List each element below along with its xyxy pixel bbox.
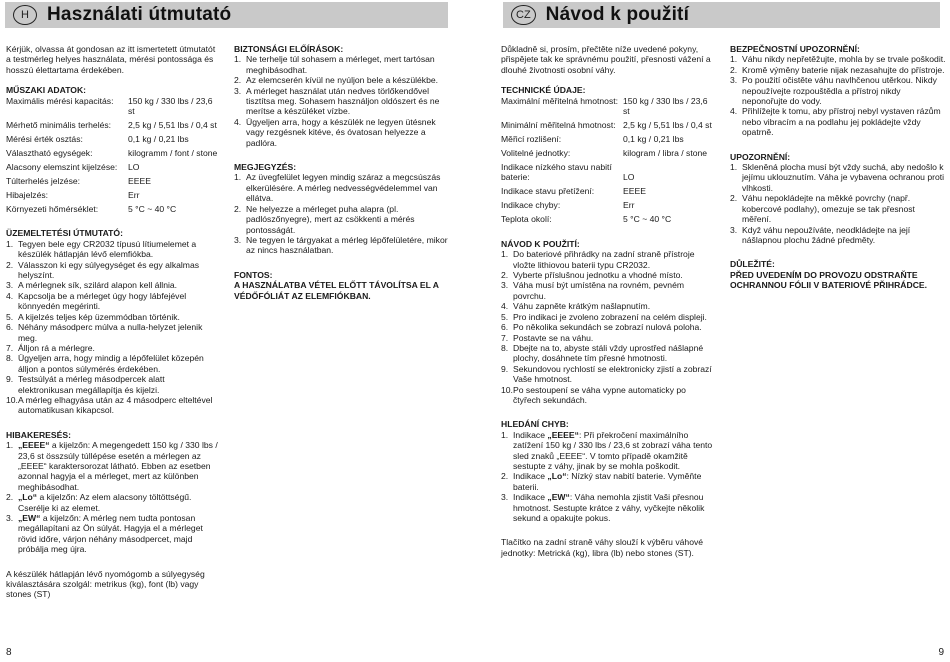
error-description: : Nízký stav nabití baterie. Vyměňte baterii.	[513, 471, 702, 492]
item-number: 9.	[6, 374, 14, 385]
spec-value: 5 °C ~ 40 °C	[623, 214, 672, 225]
list-item	[730, 75, 946, 106]
list-item	[234, 54, 448, 75]
closing-text: Tlačítko na zadní straně váhy slouží k výběru váhové jednotky: Metrická (kg), libra (lb) nebo stones (ST).	[501, 537, 704, 558]
item-text: Váhu zapněte krátkým našlapnutím.	[513, 301, 651, 312]
list-item	[501, 430, 714, 472]
list-item	[6, 513, 219, 555]
spec-value: 150 kg / 330 lbs / 23,6 st	[623, 95, 708, 117]
item-number: 4.	[501, 301, 509, 312]
spec-row	[6, 148, 219, 158]
spec-value: 150 kg / 330 lbs / 23,6 st	[128, 95, 213, 117]
spec-key: Minimální měřitelná hmotnost:	[501, 120, 616, 131]
notes-heading: MEGJEGYZÉS:	[234, 162, 297, 173]
item-text: Ügyeljen arra, hogy a készülék ne legyen ütésnek vagy rezgésnek kitéve, és óvatosan helyezze a padlóra.	[246, 116, 436, 148]
item-text: Az elemcserén kívül ne nyúljon bele a készülékbe.	[246, 75, 439, 86]
item-text: A kijelzés teljes kép üzemmódban történik.	[18, 311, 180, 322]
spec-value: 2,5 kg / 5,51 lbs / 0,4 st	[128, 120, 217, 131]
spec-key: Měřicí rozlišení:	[501, 134, 562, 145]
item-number: 6.	[501, 322, 509, 333]
spec-value: kilogramm / font / stone	[128, 148, 218, 159]
item-number: 2.	[6, 259, 14, 270]
item-text: A mérlegnek sík, szilárd alapon kell állnia.	[18, 280, 178, 291]
tech-data-heading: MŰSZAKI ADATOK:	[6, 85, 87, 96]
item-text: Pro indikaci je zvoleno zobrazení na celém displeji.	[513, 311, 707, 322]
spec-row	[501, 214, 714, 224]
spec-key: Indikace chyby:	[501, 200, 561, 211]
item-text	[18, 513, 219, 555]
language-badge: H	[13, 5, 37, 25]
important-text: A HASZNÁLATBA VÉTEL ELŐTT TÁVOLÍTSA EL A VÉDŐFÓLIÁT AZ ELEMFIÓKBAN.	[234, 280, 439, 301]
page-czech	[475, 0, 950, 662]
list-item	[6, 440, 219, 492]
list-item	[234, 86, 448, 117]
item-text: Válasszon ki egy súlyegységet és egy alkalmas helyszínt.	[18, 259, 200, 281]
item-text: Váha musí být umístěna na rovném, pevném povrchu.	[513, 280, 685, 301]
item-number: 6.	[6, 322, 14, 333]
list-item	[501, 301, 714, 311]
spec-row	[501, 120, 714, 130]
item-text: Váhu nikdy nepřetěžujte, mohla by se trvale poškodit.	[742, 54, 946, 65]
item-text: A mérleget használat után nedves törlőkendővel tisztítsa meg. Sohasem használjon oldószert és ne merítse a készüléket vízbe.	[246, 85, 440, 117]
list-item	[501, 492, 714, 523]
list-item	[501, 322, 714, 332]
spec-value: 0,1 kg / 0,21 lbs	[128, 134, 189, 145]
item-number: 2.	[501, 471, 509, 482]
item-text	[513, 471, 714, 492]
spec-row	[501, 162, 714, 183]
list-item	[234, 117, 448, 148]
item-text: Testsúlyát a mérleg másodpercek alatt elektronikusan megállapítja és kijelzi.	[18, 374, 165, 395]
spec-value: 2,5 kg / 5,51 lbs / 0,4 st	[623, 120, 712, 131]
spec-key: Környezeti hőmérséklet:	[6, 204, 99, 215]
error-prefix: Indikace	[513, 492, 548, 503]
list-item	[6, 322, 219, 343]
item-number: 2.	[730, 193, 738, 204]
item-number: 8.	[6, 353, 14, 364]
item-text: Tegyen bele egy CR2032 típusú lítiumelemet a készülék hátlapján lévő elemfiókba.	[18, 238, 197, 260]
list-item	[730, 225, 946, 246]
item-text	[513, 492, 714, 523]
item-number: 1.	[730, 162, 738, 173]
language-badge: CZ	[511, 5, 536, 25]
item-number: 3.	[501, 492, 509, 503]
item-text: Álljon rá a mérlegre.	[18, 342, 95, 353]
spec-row	[6, 162, 219, 172]
troubleshooting-list	[6, 440, 219, 554]
spec-value: LO	[623, 172, 635, 183]
important-heading: DŮLEŽITÉ:	[730, 259, 775, 270]
error-code: „EEEE“	[547, 429, 579, 440]
error-description: a kijelzőn: A mérleg nem tudta pontosan megállapítani az Ön súlyát. Hagyja el a mérleget rövid időre, várjon néhány másodpercet, majd próbálja meg újra.	[18, 513, 203, 555]
item-text: Sekundovou rychlostí se elektronicky zjistí a zobrazí Vaše hmotnost.	[513, 363, 712, 385]
safety-heading: BEZPEČNOSTNÍ UPOZORNĚNÍ:	[730, 44, 860, 54]
list-item	[730, 193, 946, 224]
spec-value: EEEE	[128, 176, 151, 187]
spec-key: Mérési érték osztás:	[6, 134, 83, 145]
important-text: PŘED UVEDENÍM DO PROVOZU ODSTRAŇTE OCHRANNOU FÓLII V BATERIOVÉ PŘIHRÁDCE.	[730, 269, 928, 291]
notes-heading: UPOZORNĚNÍ:	[730, 151, 791, 162]
item-number: 4.	[234, 116, 242, 127]
item-number: 5.	[6, 311, 14, 322]
item-text: Váhu nepokládejte na měkké povrchy (např. kobercové podlahy), omezuje se tak přesnost měření.	[742, 193, 915, 225]
item-number: 1.	[730, 54, 738, 65]
page-title: Návod k použití	[545, 4, 690, 25]
item-number: 2.	[730, 64, 738, 75]
item-text: Po několika sekundách se zobrazí nulová poloha.	[513, 322, 702, 333]
spec-key: Mérhető minimális terhelés:	[6, 120, 112, 131]
list-item	[730, 54, 946, 64]
list-item	[234, 172, 448, 203]
list-item	[234, 204, 448, 235]
intro-text: Kérjük, olvassa át gondosan az itt ismertetett útmutatót a testmérleg helyes használata, mérési pontossága és hosszú élettartama érdekében.	[6, 44, 216, 75]
list-item	[501, 364, 714, 385]
list-item	[501, 270, 714, 280]
spec-row	[501, 134, 714, 144]
list-item	[6, 260, 219, 281]
item-number: 1.	[6, 440, 14, 451]
troubleshooting-heading: HLEDÁNÍ CHYB:	[501, 419, 569, 430]
item-text	[18, 440, 219, 492]
operation-heading: ÜZEMELTETÉSI ÚTMUTATÓ:	[6, 228, 123, 239]
item-number: 4.	[730, 106, 738, 117]
spec-key: Volitelné jednotky:	[501, 148, 571, 159]
list-item	[501, 385, 714, 406]
right-column-1	[501, 44, 714, 558]
spec-row	[6, 204, 219, 214]
item-number: 3.	[501, 280, 509, 291]
spec-row	[6, 134, 219, 144]
left-column-1	[6, 44, 219, 600]
item-text	[513, 430, 714, 472]
list-item	[501, 280, 714, 301]
closing-text: A készülék hátlapján lévő nyomógomb a súlyegység kiválasztására szolgál: metrikus (kg), font (lb) vagy stones (ST)	[6, 568, 205, 600]
item-number: 3.	[6, 280, 14, 291]
spec-value: 0,1 kg / 0,21 lbs	[623, 134, 684, 145]
item-number: 3.	[6, 513, 14, 523]
left-column-2	[234, 44, 448, 301]
spec-row	[501, 186, 714, 196]
notes-list	[730, 162, 946, 245]
list-item	[6, 343, 219, 353]
list-item	[501, 249, 714, 270]
item-text: Dbejte na to, abyste stáli vždy uprostřed nášlapné plochy, dosáhnete tím přesné hmotnosti.	[513, 342, 704, 364]
item-text: A mérleg elhagyása után az 4 másodperc elteltével automatikusan kikapcsol.	[18, 394, 213, 416]
item-text: Ne terhelje túl sohasem a mérleget, mert tartósan meghibásodhat.	[246, 54, 435, 75]
list-item	[6, 280, 219, 290]
spec-key: Indikace nízkého stavu nabití baterie:	[501, 162, 612, 183]
spec-value: 5 °C ~ 40 °C	[128, 204, 177, 215]
tech-data-heading: TECHNICKÉ ÚDAJE:	[501, 85, 586, 96]
operation-heading: NÁVOD K POUŽITÍ:	[501, 238, 580, 249]
safety-list	[730, 54, 946, 137]
item-text: Vyberte příslušnou jednotku a vhodné místo.	[513, 270, 683, 281]
intro-text: Důkladně si, prosím, přečtěte níže uvedené pokyny, přispějete tak ke správnému použití, přesnosti vážení a dlouhé životnosti osobní váhy.	[501, 44, 711, 75]
item-number: 4.	[6, 290, 14, 301]
spec-row	[6, 120, 219, 130]
error-code: „EW“	[547, 492, 570, 503]
spec-key: Maximální měřitelná hmotnost:	[501, 95, 619, 106]
error-description: : Při překročení maximálního zatížení 150 kg / 330 lbs / 23,6 st zobrazí váha tento sled znaků „EEEE“. V tomto případě okamžitě sestupte z váhy, jinak by se mohla poškodit.	[513, 429, 713, 471]
list-item	[6, 374, 219, 395]
list-item	[730, 65, 946, 75]
error-prefix: Indikace	[513, 471, 548, 482]
operation-list	[501, 249, 714, 405]
item-number: 1.	[501, 429, 509, 440]
item-text: Kapcsolja be a mérleget úgy hogy lábfejével könnyedén megérinti.	[18, 290, 187, 312]
spec-value: Err	[623, 200, 635, 211]
spec-value: kilogram / libra / stone	[623, 148, 708, 159]
list-item	[6, 492, 219, 513]
section-header	[503, 2, 940, 28]
important-heading: FONTOS:	[234, 269, 273, 280]
item-number: 7.	[501, 332, 509, 343]
error-code: „Lo“	[547, 471, 567, 482]
spec-key: Hibajelzés:	[6, 190, 49, 201]
error-code: „EEEE“	[18, 440, 50, 451]
item-text: Ne helyezze a mérleget puha alapra (pl. padlószőnyegre), mert az csökkenti a mérés pontosságát.	[246, 203, 415, 235]
item-number: 1.	[234, 54, 242, 65]
item-number: 1.	[234, 172, 242, 183]
list-item	[730, 162, 946, 193]
item-number: 10.	[501, 384, 513, 395]
list-item	[234, 235, 448, 256]
troubleshooting-list	[501, 430, 714, 524]
list-item	[501, 471, 714, 492]
error-code: „EW“	[18, 513, 41, 523]
item-number: 7.	[6, 342, 14, 353]
error-description: : Váha nemohla zjistit Vaši přesnou hmotnost. Sestupte krátce z váhy, vyčkejte několik sekund a opakujte pokus.	[513, 492, 705, 523]
operation-list	[6, 239, 219, 416]
item-number: 2.	[6, 492, 14, 503]
spec-value: Err	[128, 190, 140, 201]
item-number: 3.	[234, 234, 242, 245]
right-column-2	[730, 44, 946, 291]
spec-row	[501, 96, 714, 117]
list-item	[6, 312, 219, 322]
item-text: Postavte se na váhu.	[513, 332, 594, 343]
item-number: 2.	[234, 203, 242, 214]
item-text: Když váhu nepoužíváte, neodkládejte na její nášlapnou plochu žádné předměty.	[742, 224, 911, 245]
list-item	[730, 106, 946, 137]
item-text: Kromě výměny baterie nijak nezasahujte do přístroje.	[742, 64, 945, 75]
spec-key: Indikace stavu přetížení:	[501, 186, 595, 197]
item-number: 3.	[730, 224, 738, 235]
spec-row	[6, 96, 219, 117]
item-text: Přihlížejte k tomu, aby přístroj nebyl vystaven rázům nebo vibracím a na podlahu jej pokládejte vždy opatrně.	[742, 106, 941, 138]
spec-value: LO	[128, 162, 140, 173]
error-description: a kijelzőn: A megengedett 150 kg / 330 lbs / 23,6 st összsúly túllépése esetén a mérlegen az „EEEE“ karaktersorozat látható. Ebben az esetben azonnal hagyja el a mérleget, mert az különben meghibásodhat.	[18, 440, 218, 492]
item-text: Ne tegyen le tárgyakat a mérleg lépőfelületére, mikor az nincs használatban.	[246, 234, 448, 256]
item-number: 2.	[234, 75, 242, 86]
list-item	[501, 312, 714, 322]
list-item	[6, 395, 219, 416]
item-text: Néhány másodperc múlva a nulla-helyzet jelenik meg.	[18, 322, 203, 343]
item-number: 2.	[501, 270, 509, 281]
error-prefix: Indikace	[513, 429, 548, 440]
list-item	[6, 353, 219, 374]
item-text	[18, 492, 219, 513]
list-item	[6, 239, 219, 260]
safety-list	[234, 54, 448, 148]
spec-table	[6, 96, 219, 215]
spec-row	[501, 148, 714, 158]
item-number: 5.	[501, 311, 509, 322]
list-item	[6, 291, 219, 312]
spec-value: EEEE	[623, 186, 646, 197]
spec-table	[501, 96, 714, 225]
item-text: Az üvegfelület legyen mindig száraz a megcsúszás elkerülésére. A mérleg nedvességvédelemmel van ellátva.	[246, 172, 441, 204]
item-number: 9.	[501, 363, 509, 374]
troubleshooting-heading: HIBAKERESÉS:	[6, 429, 71, 440]
item-text: Po použití očistěte váhu navlhčenou utěrkou. Nikdy nepoužívejte rozpouštědla a přístroj nikdy neponořujte do vody.	[742, 75, 937, 107]
error-description: a kijelzőn: Az elem alacsony töltöttségű. Cserélje ki az elemet.	[18, 492, 192, 513]
error-code: „Lo“	[18, 492, 38, 503]
spec-row	[6, 176, 219, 186]
item-number: 8.	[501, 342, 509, 353]
item-number: 10.	[6, 394, 18, 405]
spec-key: Maximális mérési kapacitás:	[6, 95, 114, 106]
list-item	[501, 333, 714, 343]
page-title: Használati útmutató	[47, 4, 232, 25]
item-number: 3.	[730, 75, 738, 86]
spec-key: Alacsony elemszint kijelzése:	[6, 162, 118, 173]
spec-row	[501, 200, 714, 210]
list-item	[501, 343, 714, 364]
spec-key: Választható egységek:	[6, 148, 93, 159]
spec-row	[6, 190, 219, 200]
item-text: Do bateriové přihrádky na zadní straně přístroje vložte lithiovou baterii typu CR2032.	[513, 249, 695, 270]
page-number: 8	[6, 647, 12, 658]
notes-list	[234, 172, 448, 255]
list-item	[234, 75, 448, 85]
item-text: Skleněná plocha musí být vždy suchá, aby nedošlo k jejímu uklouznutím. Váha je vybavena ochranou proti vlhkosti.	[742, 162, 945, 193]
safety-heading: BIZTONSÁGI ELŐÍRÁSOK:	[234, 44, 344, 54]
page-number: 9	[938, 647, 944, 658]
item-number: 1.	[6, 238, 14, 249]
item-number: 3.	[234, 85, 242, 96]
item-text: Ügyeljen arra, hogy mindig a lépőfelület közepén álljon a pontos súlymérés érdekében.	[18, 353, 204, 374]
section-header	[5, 2, 448, 28]
spec-key: Túlterhelés jelzése:	[6, 176, 81, 187]
spec-key: Teplota okolí:	[501, 214, 552, 225]
item-text: Po sestoupení se váha vypne automaticky po čtyřech sekundách.	[513, 384, 686, 405]
item-number: 1.	[501, 249, 509, 260]
